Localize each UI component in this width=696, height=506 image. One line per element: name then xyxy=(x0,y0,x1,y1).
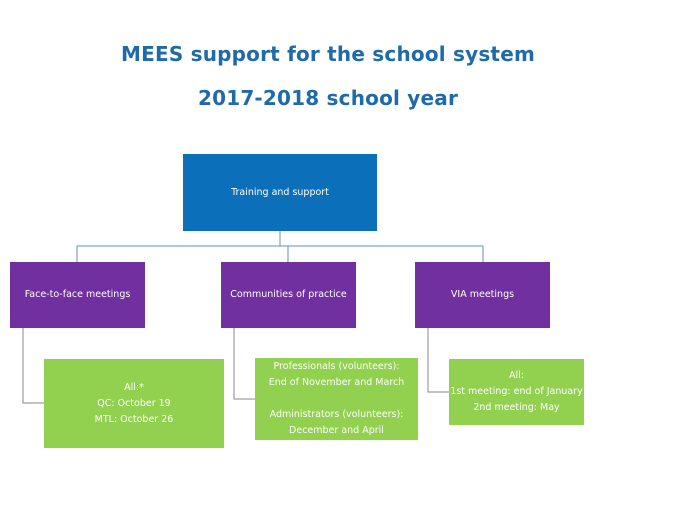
detail-line: 2nd meeting: May xyxy=(473,402,560,413)
detail-line: All:* xyxy=(124,381,144,393)
detail-line: End of November and March xyxy=(268,377,405,388)
diagram-title: MEES support for the school system xyxy=(121,42,535,66)
detail-line: All: xyxy=(509,370,524,381)
communities-of-practice-box xyxy=(221,262,356,328)
detail-line: 1st meeting: end of January xyxy=(450,386,583,397)
connector-detail-3 xyxy=(428,328,449,392)
connector-detail-2 xyxy=(234,328,255,399)
via-meetings-box xyxy=(415,262,550,328)
communities-of-practice-details-box xyxy=(255,358,418,440)
detail-line: QC: October 19 xyxy=(97,397,171,409)
face-to-face-meetings-box xyxy=(10,262,145,328)
training-and-support-box xyxy=(183,154,377,231)
category-label: VIA meetings xyxy=(450,289,515,300)
face-to-face-details-box xyxy=(44,359,224,448)
root-label: Training and support xyxy=(231,186,329,198)
via-meetings-details-box xyxy=(449,359,584,425)
category-label: Face-to-face meetings xyxy=(24,289,131,300)
detail-line: MTL: October 26 xyxy=(94,413,174,425)
detail-line: Administrators (volunteers): xyxy=(269,409,404,420)
category-label: Communities of practice xyxy=(230,289,347,300)
connector-detail-1 xyxy=(23,328,44,403)
detail-line: December and April xyxy=(289,425,384,436)
detail-line: Professionals (volunteers): xyxy=(273,361,400,372)
diagram-subtitle: 2017-2018 school year xyxy=(197,86,459,110)
